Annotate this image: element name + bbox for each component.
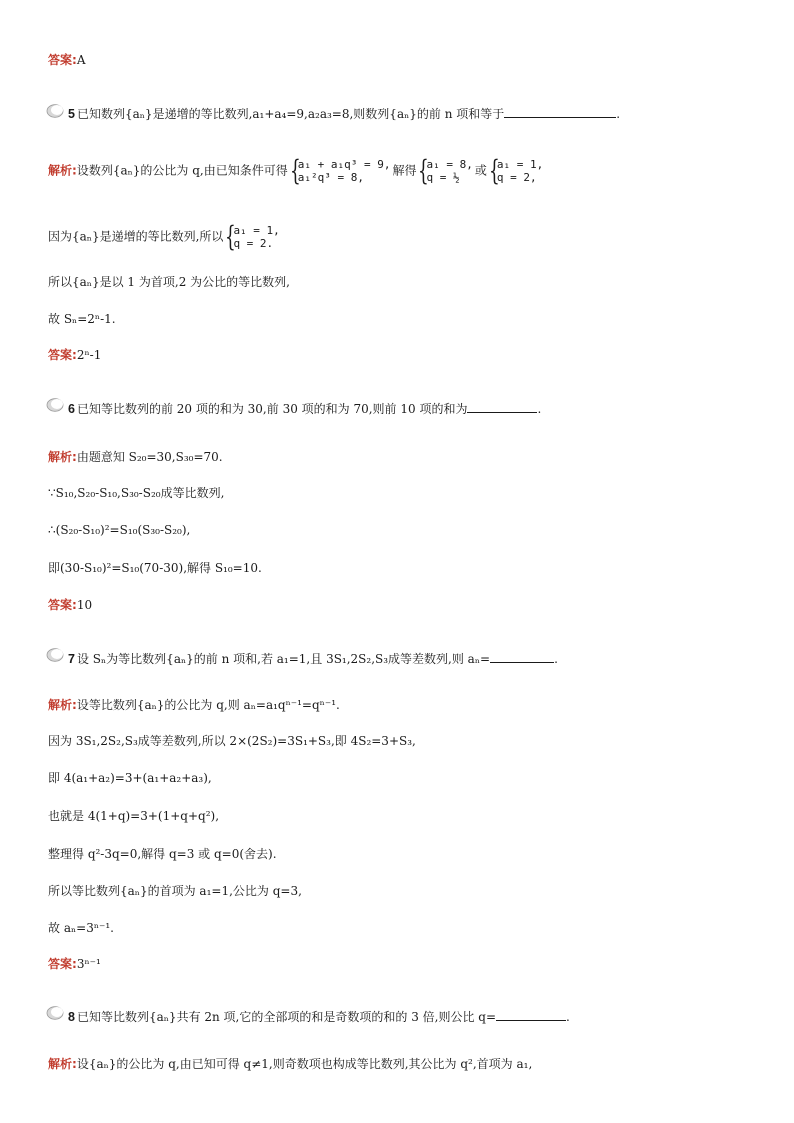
equation-system: { a₁ = 1, q = 2, — [488, 154, 544, 187]
question-text: 已知等比数列的前 20 项的和为 30,前 30 项的和为 70,则前 10 项的和为 — [76, 402, 468, 416]
solution-line-q6-3: ∴(S₂₀-S₁₀)²=S₁₀(S₃₀-S₂₀), — [48, 523, 191, 537]
question-text: 已知等比数列{aₙ}共有 2n 项,它的全部项的和是奇数项的和的 3 倍,则公比 q= — [76, 1010, 497, 1024]
question-text: 设 Sₙ为等比数列{aₙ}的前 n 项和,若 a₁=1,且 3S₁,2S₂,S₃成等差数列,则 aₙ= — [76, 652, 491, 666]
question-bullet-icon — [46, 1006, 64, 1020]
answer-tag: 答案: — [48, 957, 77, 971]
answer-blank[interactable] — [490, 650, 554, 663]
answer-value: A — [76, 53, 86, 67]
equation-row: a₁ = 1, — [496, 158, 544, 171]
question-number: 5 — [68, 107, 75, 121]
answer-line-q6 — [48, 597, 92, 613]
question-bullet-icon — [46, 104, 64, 118]
solution-line-q7-7: 故 aₙ=3ⁿ⁻¹. — [48, 921, 115, 935]
question-number: 7 — [68, 652, 75, 666]
solution-text: 解得 — [392, 163, 417, 178]
question-8 — [68, 1008, 570, 1025]
solution-line-q7-6: 所以等比数列{aₙ}的首项为 a₁=1,公比为 q=3, — [48, 884, 302, 898]
question-text: 已知数列{aₙ}是递增的等比数列,a₁+a₄=9,a₂a₃=8,则数列{aₙ}的前 n 项和等于 — [76, 107, 505, 121]
question-end: . — [566, 1010, 570, 1024]
solution-text: 由题意知 S₂₀=30,S₃₀=70. — [76, 450, 223, 464]
answer-blank[interactable] — [467, 400, 537, 413]
solution-tag: 解析: — [48, 698, 77, 712]
answer-value: 3ⁿ⁻¹ — [76, 957, 101, 971]
solution-line-q5-2 — [48, 220, 282, 253]
solution-line-q7-4: 也就是 4(1+q)=3+(1+q+q²), — [48, 809, 220, 823]
answer-blank[interactable] — [496, 1008, 566, 1021]
equation-row: q = 2, — [496, 171, 537, 184]
answer-value: 10 — [76, 598, 93, 612]
solution-line-q6-2: ∵S₁₀,S₂₀-S₁₀,S₃₀-S₂₀成等比数列, — [48, 486, 225, 500]
solution-line-q5-3: 所以{aₙ}是以 1 为首项,2 为公比的等比数列, — [48, 275, 290, 289]
question-bullet-icon — [46, 648, 64, 662]
solution-line-q7-1 — [48, 697, 340, 713]
answer-line-q4 — [48, 52, 85, 68]
solution-text: 设数列{aₙ}的公比为 q,由已知条件可得 — [76, 163, 288, 178]
solution-line-q8-1 — [48, 1056, 532, 1072]
solution-text: 或 — [474, 163, 487, 178]
equation-row: a₁ + a₁q³ = 9, — [297, 158, 391, 171]
solution-tag: 解析: — [48, 163, 77, 178]
equation-row: q = 2. — [233, 237, 274, 250]
question-6 — [68, 400, 541, 417]
solution-text: 设等比数列{aₙ}的公比为 q,则 aₙ=a₁qⁿ⁻¹=qⁿ⁻¹. — [76, 698, 340, 712]
answer-tag: 答案: — [48, 598, 77, 612]
answer-line-q7 — [48, 956, 101, 972]
question-end: . — [616, 107, 621, 121]
answer-tag: 答案: — [48, 53, 77, 67]
question-number: 6 — [68, 402, 75, 416]
question-number: 8 — [68, 1010, 75, 1024]
solution-line-q6-4: 即(30-S₁₀)²=S₁₀(70-30),解得 S₁₀=10. — [48, 561, 262, 575]
solution-line-q5-1 — [48, 154, 545, 187]
equation-row: q = ½ — [426, 171, 460, 184]
equation-system: { a₁ = 1, q = 2. — [225, 220, 280, 253]
solution-tag: 解析: — [48, 450, 77, 464]
equation-row: a₁ = 1, — [233, 224, 280, 237]
solution-line-q5-4: 故 Sₙ=2ⁿ-1. — [48, 312, 116, 326]
solution-text: 设{aₙ}的公比为 q,由已知可得 q≠1,则奇数项也构成等比数列,其公比为 q²,首项为 a₁, — [76, 1057, 533, 1071]
question-end: . — [554, 652, 558, 666]
question-5 — [68, 105, 620, 122]
answer-blank[interactable] — [504, 105, 616, 118]
answer-value: 2ⁿ-1 — [76, 348, 102, 362]
solution-line-q6-1 — [48, 449, 223, 465]
solution-text: 因为{aₙ}是递增的等比数列,所以 — [48, 229, 224, 244]
equation-row: a₁ = 8, — [426, 158, 473, 171]
question-7 — [68, 650, 558, 667]
solution-tag: 解析: — [48, 1057, 77, 1071]
solution-line-q7-5: 整理得 q²-3q=0,解得 q=3 或 q=0(舍去). — [48, 847, 277, 861]
question-bullet-icon — [46, 398, 64, 412]
equation-system: { a₁ + a₁q³ = 9, a₁²q³ = 8, — [289, 154, 391, 187]
equation-row: a₁²q³ = 8, — [297, 171, 364, 184]
question-end: . — [537, 402, 542, 416]
answer-line-q5 — [48, 347, 101, 363]
equation-system: { a₁ = 8, q = ½ — [418, 154, 473, 187]
solution-line-q7-3: 即 4(a₁+a₂)=3+(a₁+a₂+a₃), — [48, 771, 212, 785]
solution-line-q7-2: 因为 3S₁,2S₂,S₃成等差数列,所以 2×(2S₂)=3S₁+S₃,即 4S₂=3+S₃, — [48, 734, 416, 748]
answer-tag: 答案: — [48, 348, 77, 362]
